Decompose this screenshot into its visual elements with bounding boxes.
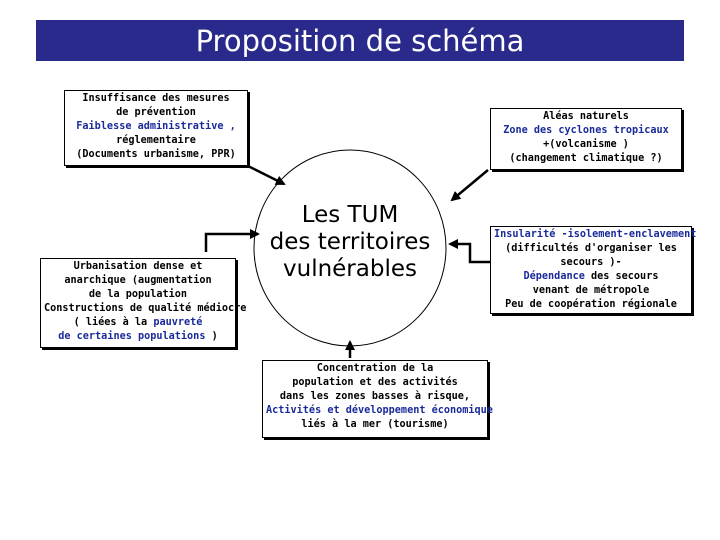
box-text: ( liées à la [73,317,154,328]
box-urbanisation [40,258,247,348]
box-line: Insularité -isolement-enclavement [494,229,697,240]
center-line: des territoires [269,229,431,255]
box-line [44,330,232,344]
center-line: vulnérables [283,256,417,282]
box-line: Peu de coopération régionale [505,299,677,310]
box-prevention [64,90,248,166]
box-line: (Documents urbanisme, PPR) [76,149,236,160]
box-line: +(volcanisme ) [543,139,629,150]
box-text-highlight: Dépendance [523,271,585,282]
box-line: réglementaire [116,135,196,146]
box-line: (difficultés d'organiser les [505,243,677,254]
box-concentration [262,360,493,438]
box-line: Zone des cyclones tropicaux [503,125,669,136]
box-line: (changement climatique ?) [509,153,663,164]
box-text-highlight: de certaines populations [58,331,206,342]
slide-title: Proposition de schéma [36,20,684,61]
box-line: Activités et développement économique [266,405,493,416]
box-line: Aléas naturels [543,111,629,122]
box-line: population et des activités [292,377,458,388]
box-line: de la population [88,289,188,300]
center-line: Les TUM [301,202,399,228]
box-text-highlight: pauvreté [153,317,203,328]
box-line: Concentration de la [316,363,434,374]
box-line: liés à la mer (tourisme) [301,419,449,430]
box-text: ) [205,331,218,342]
arrow-top-right [452,170,488,200]
box-line [494,270,688,284]
box-line: venant de métropole [532,285,650,296]
box-line: Urbanisation dense et [73,261,203,272]
box-line: Faiblesse administrative , [76,121,236,132]
box-text: des secours [584,271,659,282]
box-line: de prévention [116,107,196,118]
box-line: dans les zones basses à risque, [279,391,471,402]
box-line: Constructions de qualité médiocre [44,303,247,314]
box-line: anarchique (augmentation [64,275,212,286]
box-line: secours )- [560,257,622,268]
center-label [262,202,438,283]
box-line: Insuffisance des mesures [82,93,230,104]
arrow-left [206,234,258,252]
box-insularity [490,226,697,314]
box-natural-hazards [490,108,682,170]
box-line [44,316,232,330]
